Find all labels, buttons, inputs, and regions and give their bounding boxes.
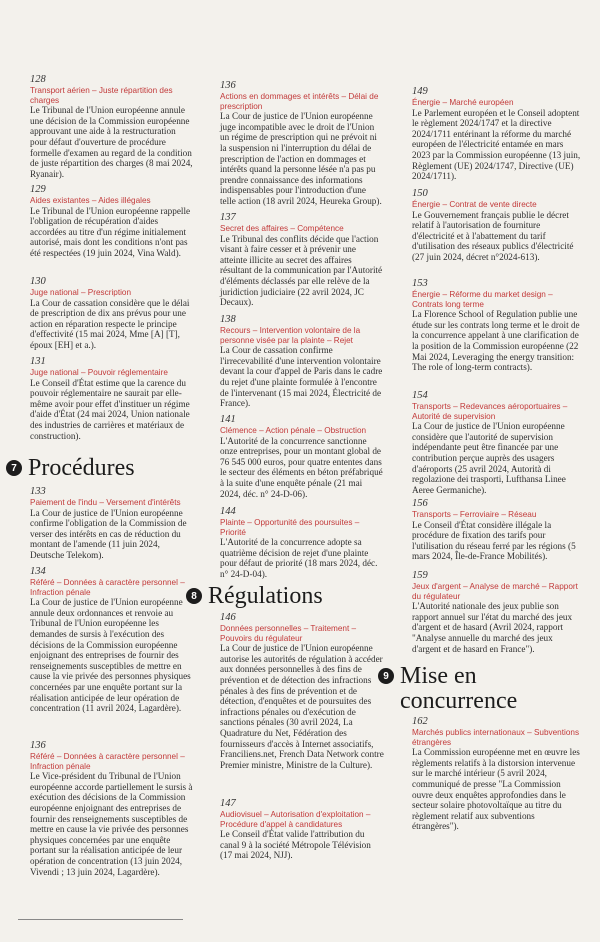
entry-141: [220, 414, 384, 499]
entry-heading: Transports – Ferroviaire – Réseau: [412, 510, 537, 519]
entry-heading: Actions en dommages et intérêts – Délai de prescription: [220, 92, 379, 111]
entry-heading: Audiovisuel – Autorisation d'exploitation – Procédure d'appel à candidatures: [220, 810, 371, 829]
entry-heading: Référé – Données à caractère personnel – Infraction pénale: [30, 578, 185, 597]
section-title: Régulations: [208, 583, 323, 609]
entry-heading: Transports – Redevances aéroportuaires – Autorité de supervision: [412, 402, 568, 421]
entry-159: [412, 570, 582, 654]
entry-128: [30, 74, 194, 179]
entry-body: Le Conseil d'État valide l'attribution du canal 9 à la société Métropole Télévision (17 mai 2024, NJJ).: [220, 829, 371, 861]
entry-body: Le Tribunal de l'Union européenne rappelle l'obligation de récupération d'aides accordées au titre d'un régime initialement autorisé, mais dont les conditions n'ont pas été respectées (19 juin 2024, Vina Wald).: [30, 205, 191, 258]
entry-number: 149: [412, 86, 428, 97]
entry-number: 136: [30, 740, 46, 751]
entry-136b: [220, 80, 384, 207]
entry-heading: Juge national – Prescription: [30, 288, 132, 297]
entry-number: 141: [220, 414, 236, 425]
entry-number: 136: [220, 80, 236, 91]
entry-body: Le Conseil d'État estime que la carence du pouvoir réglementaire ne saurait par elle-même avoir pour effet d'instituer un régime d'aide d'État (24 mai 2024, Union nationale des industries de carrières et matériaux de construction).: [30, 377, 190, 441]
entry-137: [220, 212, 384, 308]
entry-body: Le Tribunal de l'Union européenne annule une décision de la Commission européenne approuvant une aide à la restructuration pour défaut d'ouverture de procédure formelle d'examen au regard de la condition de juste répartition des charges (8 mai 2024, Ryanair).: [30, 105, 193, 179]
section-regulations: [186, 584, 323, 609]
entry-heading: Énergie – Marché européen: [412, 98, 514, 107]
entry-number: 156: [412, 498, 428, 509]
entry-body: La Cour de cassation confirme l'irrecevabilité d'une intervention volontaire devant la cour d'appel de Paris dans le cadre du rejet d'une plainte formulée à l'encontre de l'intervenant (15 mai 2024, Électricité de France).: [220, 345, 383, 409]
entry-147: [220, 798, 384, 861]
entry-number: 133: [30, 486, 46, 497]
entry-heading: Énergie – Réforme du market design – Contrats long terme: [412, 290, 553, 309]
entry-body: La Commission européenne met en œuvre les règlements relatifs à la distorsion intervenue sur le marché intérieur (5 avril 2024, communiqué de presse "La Commission ouvre deux enquêtes approfondies dans le secteur solaire photovoltaïque au titre du règlement relatif aux subventions étrangères").: [412, 747, 580, 832]
entry-number: 146: [220, 612, 236, 623]
entry-body: Le Gouvernement français publie le décret relatif à l'autorisation de fourniture d'électricité et à l'abattement du tarif d'utilisation des réseaux publics d'électricité (27 juin 2024, décret n°2024-613).: [412, 209, 574, 262]
entry-heading: Données personnelles – Traitement – Pouvoirs du régulateur: [220, 624, 357, 643]
section-title: Procédures: [28, 455, 135, 481]
entry-144: [220, 506, 384, 580]
entry-number: 150: [412, 188, 428, 199]
entry-129: [30, 184, 194, 259]
entry-body: La Cour de justice de l'Union européenne juge incompatible avec le droit de l'Union un régime de prescription qui ne prévoit ni la suspension ni l'interruption du délai de prescription de l'action en dommages et intérêts quand la personne lésée n'a pas pu prendre connaissance des informations indispensables pour l'introduction d'une telle action (18 avril 2024, Heureka Group).: [220, 111, 382, 206]
entry-body: Le Parlement européen et le Conseil adoptent le règlement 2024/1747 et la directive 2024/1711 entérinant la réforme du marché européen de l'électricité entamée en mars 2023 par la Commission européenne (13 juin, Règlement (UE) 2024/1747, Directive (UE) 2024/1711).: [412, 107, 581, 182]
section-number-badge: 7: [6, 460, 22, 476]
entry-number: 134: [30, 566, 46, 577]
entry-number: 129: [30, 184, 46, 195]
entry-130: [30, 276, 194, 351]
entry-heading: Juge national – Pouvoir réglementaire: [30, 368, 168, 377]
entry-162: [412, 716, 582, 832]
entry-number: 147: [220, 798, 236, 809]
entry-number: 159: [412, 570, 428, 581]
entry-heading: Plainte – Opportunité des poursuites – Priorité: [220, 518, 360, 537]
entry-number: 162: [412, 716, 428, 727]
entry-131: [30, 356, 194, 441]
entry-153: [412, 278, 582, 373]
entry-133: [30, 486, 194, 561]
entry-number: 137: [220, 212, 236, 223]
entry-heading: Paiement de l'indu – Versement d'intérêts: [30, 498, 181, 507]
entry-150: [412, 188, 582, 263]
entry-number: 130: [30, 276, 46, 287]
entry-heading: Aides existantes – Aides illégales: [30, 196, 151, 205]
entry-heading: Clémence – Action pénale – Obstruction: [220, 426, 367, 435]
section-number-badge: 8: [186, 588, 202, 604]
entry-body: Le Vice-président du Tribunal de l'Union européenne accorde partiellement le sursis à exécution des décisions de la Commission européenne enjoignant des entreprises de fournir des renseignements susceptibles de mettre en cause la vie privée des personnes physiques concernées par une enquête portant sur la réalisation anticipée de leur opération de concentration (13 juin 2024, Vivendi ; 13 juin 2024, Lagardère).: [30, 771, 193, 877]
section-number-badge: 9: [378, 668, 394, 684]
entry-body: La Cour de justice de l'Union européenne autorise les autorités de régulation à accéder aux données personnelles à des fins de prévention et de détection des infractions pénales à des fins de prévention et de détection, d'enquêtes et de poursuites des infractions pénales ou d'exécution de sanctions pénales (30 avril 2024, La Quadrature du Net, Fédération des fournisseurs d'accès à Internet associatifs, Franciliens.net, French Data Network contre Premier ministre, Ministre de la Culture).: [220, 643, 384, 770]
entry-number: 144: [220, 506, 236, 517]
section-title: Mise en concurrence: [400, 663, 518, 714]
section-competition: [378, 664, 560, 714]
entry-body: Le Conseil d'État considère illégale la procédure de fixation des tarifs pour l'utilisation du réseau ferré par les régions (5 mars 2024, Île-de-France Mobilités).: [412, 519, 576, 562]
entry-number: 154: [412, 390, 428, 401]
entry-heading: Énergie – Contrat de vente directe: [412, 200, 537, 209]
entry-body: La Cour de cassation considère que le délai de prescription de dix ans prévus pour une action en réparation respecte le principe d'effectivité (15 mai 2024, Mme [A] [T], époux [EH] et a.).: [30, 297, 190, 350]
entry-body: Le Tribunal des conflits décide que l'action visant à faire cesser et à prévenir une atteinte illicite au secret des affaires résultant de la communication par l'Autorité d'éléments déclassés par elle relève de la juridiction judiciaire (22 avril 2024, JC Decaux).: [220, 233, 383, 308]
section-procedures: [6, 456, 135, 481]
entry-138: [220, 314, 384, 409]
entry-body: La Cour de justice de l'Union européenne confirme l'obligation de la Commission de verser des intérêts en cas de réduction du montant de l'amende (11 juin 2024, Deutsche Telekom).: [30, 507, 187, 560]
entry-number: 128: [30, 74, 46, 85]
entry-body: L'Autorité nationale des jeux publie son rapport annuel sur l'état du marché des jeux d'argent et de hasard (Avril 2024, rapport "Analyse annuelle du marché des jeux d'argent et de hasard en France").: [412, 601, 573, 654]
entry-body: La Florence School of Regulation publie une étude sur les contrats long terme et le droit de la concurrence appelant à une clarification de la position de la Commission européenne (22 Mai 2024, Leveraging the energy transition: The role of long-term contracts).: [412, 309, 580, 373]
entry-156: [412, 498, 582, 562]
entry-heading: Recours – Intervention volontaire de la personne visée par la plainte – Rejet: [220, 326, 361, 345]
entry-body: L'Autorité de la concurrence sanctionne onze entreprises, pour un montant global de 76 545 000 euros, pour quatre ententes dans le secteur des éléments en béton préfabriqué à la suite d'une enquête pénale (21 mai 2024, déc. n° 24-D-06).: [220, 435, 383, 499]
entry-146: [220, 612, 384, 770]
column-end-rule: [18, 919, 183, 920]
entry-134: [30, 566, 194, 714]
entry-154: [412, 390, 582, 495]
entry-149: [412, 86, 582, 182]
entry-heading: Référé – Données à caractère personnel – Infraction pénale: [30, 752, 185, 771]
entry-body: L'Autorité de la concurrence adopte sa quatrième décision de rejet d'une plainte pour défaut de priorité (18 mars 2024, déc. n° 24-D-04).: [220, 537, 378, 579]
entry-number: 131: [30, 356, 46, 367]
entry-number: 138: [220, 314, 236, 325]
entry-number: 153: [412, 278, 428, 289]
entry-heading: Jeux d'argent – Analyse de marché – Rapport du régulateur: [412, 582, 578, 601]
entry-body: La Cour de justice de l'Union européenne considère que l'autorité de supervision indépendante peut être financée par une contribution perçue auprès des usagers d'aéroports (25 avril 2024, Autorità di regolazione dei trasporti, Lufthansa Linee Aeree Germaniche).: [412, 421, 566, 495]
entry-body: La Cour de justice de l'Union européenne annule deux ordonnances et renvoie au Tribunal de l'Union européenne les demandes de sursis à l'exécution des décisions de la Commission européenne enjoignant des entreprises de fournir des renseignements susceptibles de mettre en cause la vie privée des personnes physiques concernées par une enquête portant sur la réalisation anticipée de leur opération de concentration (11 avril 2024, Lagardère).: [30, 597, 191, 714]
entry-heading: Marchés publics internationaux – Subventions étrangères: [412, 728, 580, 747]
entry-136: [30, 740, 194, 877]
entry-heading: Secret des affaires – Compétence: [220, 224, 344, 233]
entry-heading: Transport aérien – Juste répartition des charges: [30, 86, 173, 105]
